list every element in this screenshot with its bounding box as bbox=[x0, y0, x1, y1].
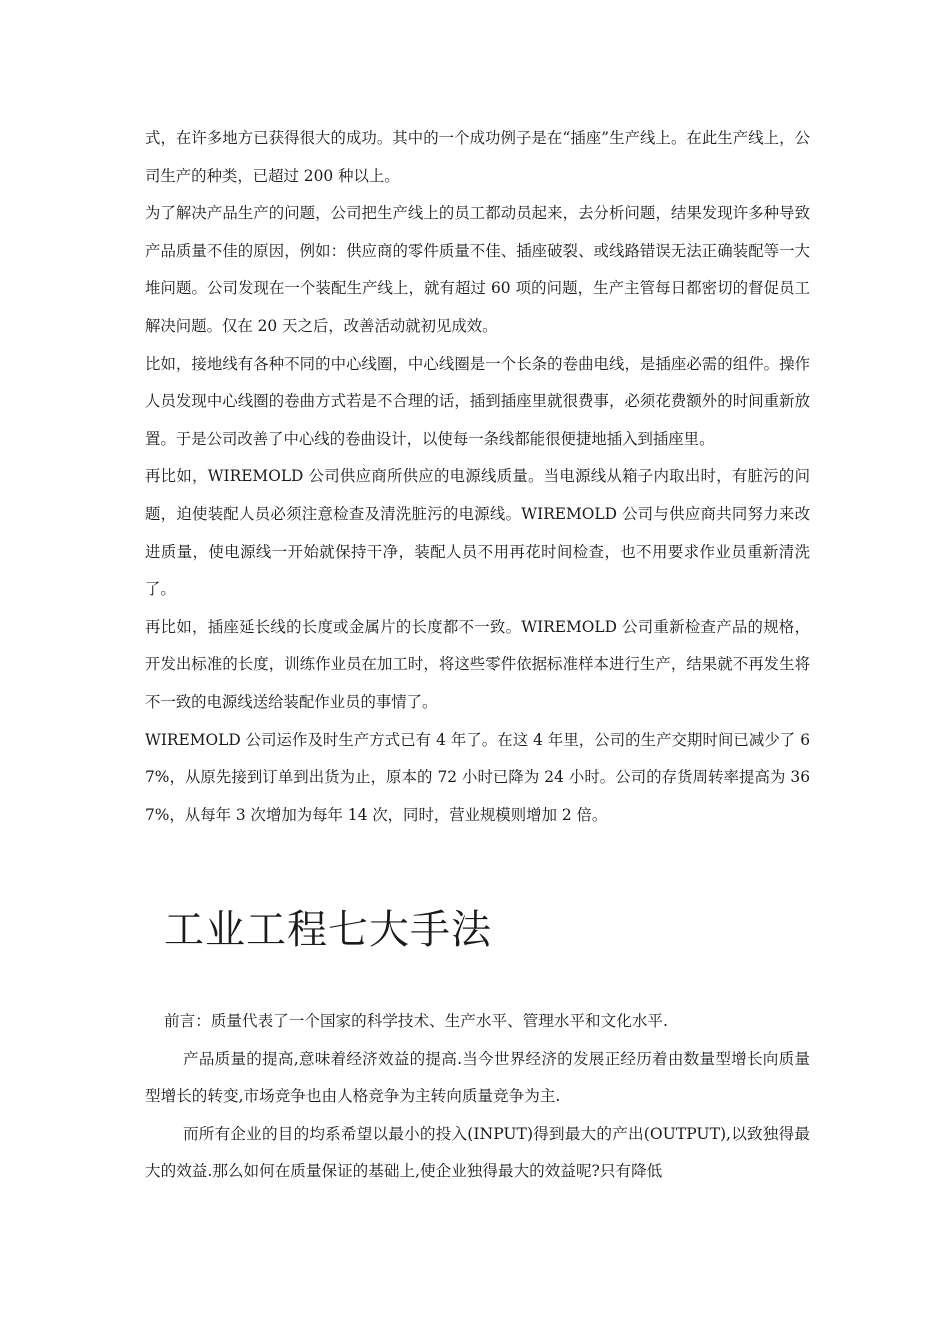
section-heading: 工业工程七大手法 bbox=[164, 907, 492, 953]
paragraph-preface: 前言：质量代表了一个国家的科学技术、生产水平、管理水平和文化水平. bbox=[164, 1012, 668, 1030]
paragraph-problem-analysis: 为了解决产品生产的问题，公司把生产线上的员工都动员起来，去分析问题，结果发现许多种导致产品质量不佳的原因，例如：供应商的零件质量不佳、插座破裂、或线路错误无法正确装配等一大堆问题。公司发现在一个装配生产线上，就有超过 60 项的问题，生产主管每日都密切的督促员工解决问题。仅在 20 天之后，改善活动就初见成效。 bbox=[145, 204, 810, 335]
paragraph-length-example: 再比如，插座延长线的长度或金属片的长度都不一致。WIREMOLD 公司重新检查产品的规格，开发出标准的长度，训练作业员在加工时，将这些零件依据标准样本进行生产，结果就不再发生将不一致的电源线送给装配作业员的事情了。 bbox=[145, 617, 810, 711]
article-body bbox=[145, 120, 810, 834]
paragraph-results: WIREMOLD 公司运作及时生产方式已有 4 年了。在这 4 年里，公司的生产交期时间已减少了 67%，从原先接到订单到出货为止，原本的 72 小时已降为 24 小时。公司的存货周转率提高为 367%，从每年 3 次增加为每年 14 次，同时，营业规模则增加 2 倍。 bbox=[145, 730, 810, 824]
section-body bbox=[145, 1003, 810, 1191]
paragraph-enterprise-goal: 而所有企业的目的均系希望以最小的投入(INPUT)得到最大的产出(OUTPUT),以致独得最大的效益.那么如何在质量保证的基础上,使企业独得最大的效益呢?只有降低 bbox=[145, 1124, 810, 1180]
paragraph-quality-growth: 产品质量的提高,意味着经济效益的提高.当今世界经济的发展正经历着由数量型增长向质量型增长的转变,市场竞争也由人格竞争为主转向质量竞争为主. bbox=[145, 1049, 810, 1105]
paragraph-success-example: 式，在许多地方已获得很大的成功。其中的一个成功例子是在“插座”生产线上。在此生产线上，公司生产的种类，已超过 200 种以上。 bbox=[145, 129, 810, 185]
paragraph-power-cord-example: 再比如，WIREMOLD 公司供应商所供应的电源线质量。当电源线从箱子内取出时，有脏污的问题，迫使装配人员必须注意检查及清洗脏污的电源线。WIREMOLD 公司与供应商共同努力来改进质量，使电源线一开始就保持干净，装配人员不用再花时间检查，也不用要求作业员重新清洗了。 bbox=[145, 467, 810, 599]
paragraph-coil-example: 比如，接地线有各种不同的中心线圈，中心线圈是一个长条的卷曲电线，是插座必需的组件。操作人员发现中心线圈的卷曲方式若是不合理的话，插到插座里就很费事，必须花费额外的时间重新放置。于是公司改善了中心线的卷曲设计，以使每一条线都能很便捷地插入到插座里。 bbox=[145, 354, 810, 448]
